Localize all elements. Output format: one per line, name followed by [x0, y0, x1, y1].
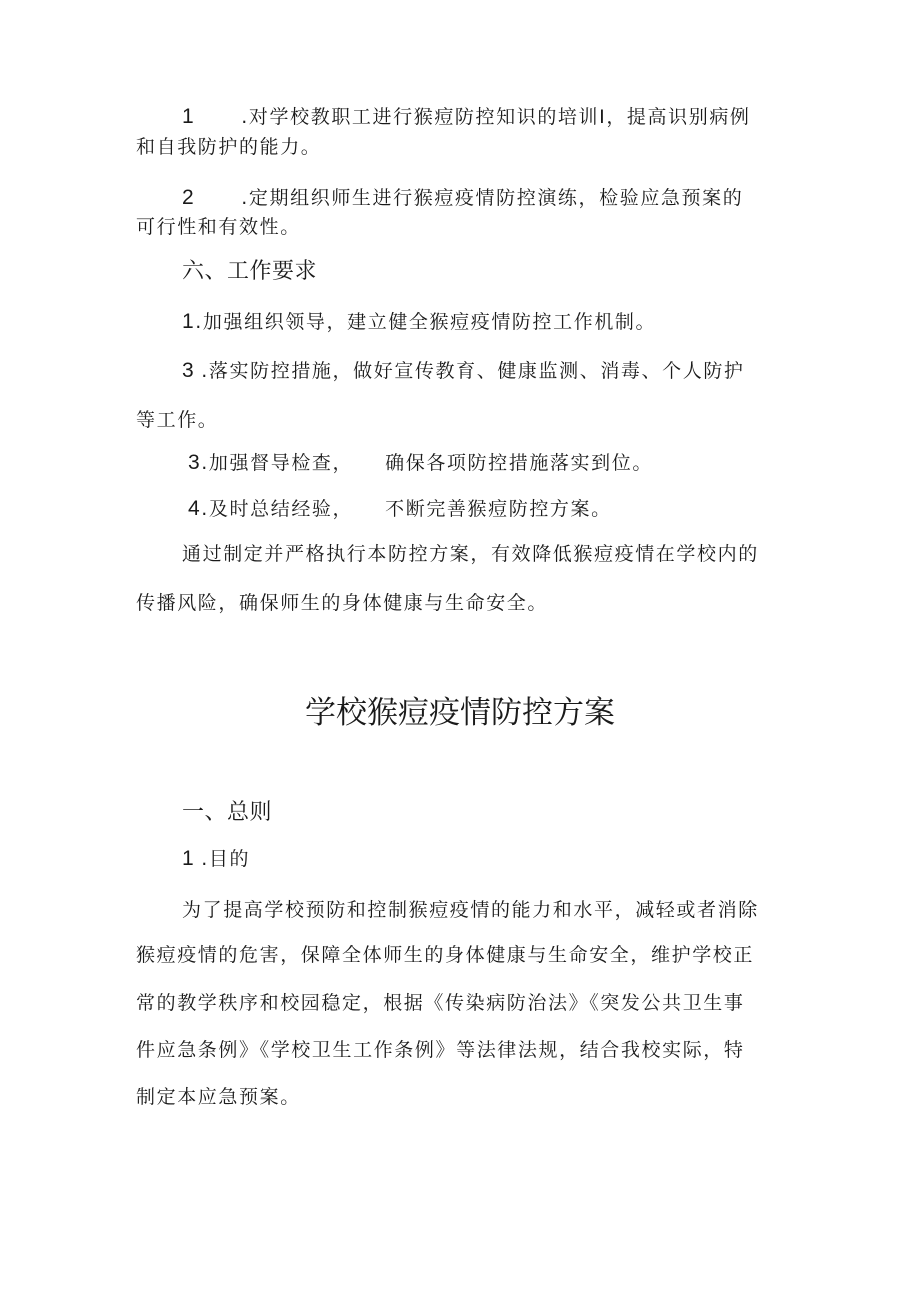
section1-para-line3: 常的教学秩序和校园稳定，根据《传染病防治法》《突发公共卫生事: [136, 992, 745, 1014]
section1-para-line1: 为了提高学校预防和控制猴痘疫情的能力和水平，减轻或者消除: [182, 899, 759, 921]
s5-item1-text: .对学校教职工进行猴痘防控知识的培训I，提高识别病例: [241, 106, 751, 128]
section1-para-line2: 猴痘疫情的危害，保障全体师生的身体健康与生命安全，维护学校正: [136, 944, 755, 966]
section1-sub-text: .目的: [201, 848, 251, 870]
s6-item3-part1: .加强督导检查，: [201, 452, 354, 474]
s6-item1: [182, 309, 656, 335]
section1-para-line4: 件应急条例》《学校卫生工作条例》等法律法规，结合我校实际，特: [136, 1039, 745, 1061]
section1-para-line5: 制定本应急预案。: [136, 1086, 301, 1108]
s5-item2-line1: [182, 185, 743, 211]
s6-item3: [188, 450, 653, 476]
s5-item1-number: 1: [182, 105, 196, 128]
s6-item4-part2: 不断完善猴痘防控方案。: [385, 498, 612, 520]
s5-item2-text: .定期组织师生进行猴痘疫情防控演练，检验应急预案的: [241, 187, 744, 209]
section1-sub-number: 1: [182, 847, 196, 870]
s6-item4: [188, 496, 612, 522]
s6-item2-line1: [182, 358, 745, 384]
s5-item2-line2: 可行性和有效性。: [136, 216, 301, 238]
document-title: 学校猴痘疫情防控方案: [305, 695, 615, 731]
s5-item1-line2: 和自我防护的能力。: [136, 136, 322, 158]
s5-item1-line1: [182, 104, 751, 130]
closing-line2: 传播风险，确保师生的身体健康与生命安全。: [136, 592, 549, 614]
s5-item2-number: 2: [182, 186, 196, 209]
s6-item2-number: 3: [182, 359, 196, 382]
s6-item1-text: .加强组织领导，建立健全猴痘疫情防控工作机制。: [195, 311, 657, 333]
s6-item4-part1: .及时总结经验，: [201, 498, 354, 520]
s6-item1-number: 1: [182, 310, 196, 333]
section1-subheading: [182, 846, 250, 872]
s6-item4-number: 4: [188, 497, 202, 520]
section6-heading: 六、工作要求: [182, 259, 318, 284]
s6-item2-text: .落实防控措施，做好宣传教育、健康监测、消毒、个人防护: [201, 360, 745, 382]
s6-item3-part2: 确保各项防控措施落实到位。: [385, 452, 653, 474]
s6-item2-line2: 等工作。: [136, 409, 219, 431]
s6-item3-number: 3: [188, 451, 202, 474]
section1-heading: 一、总则: [182, 800, 273, 825]
closing-line1: 通过制定并严格执行本防控方案，有效降低猴痘疫情在学校内的: [182, 543, 759, 565]
